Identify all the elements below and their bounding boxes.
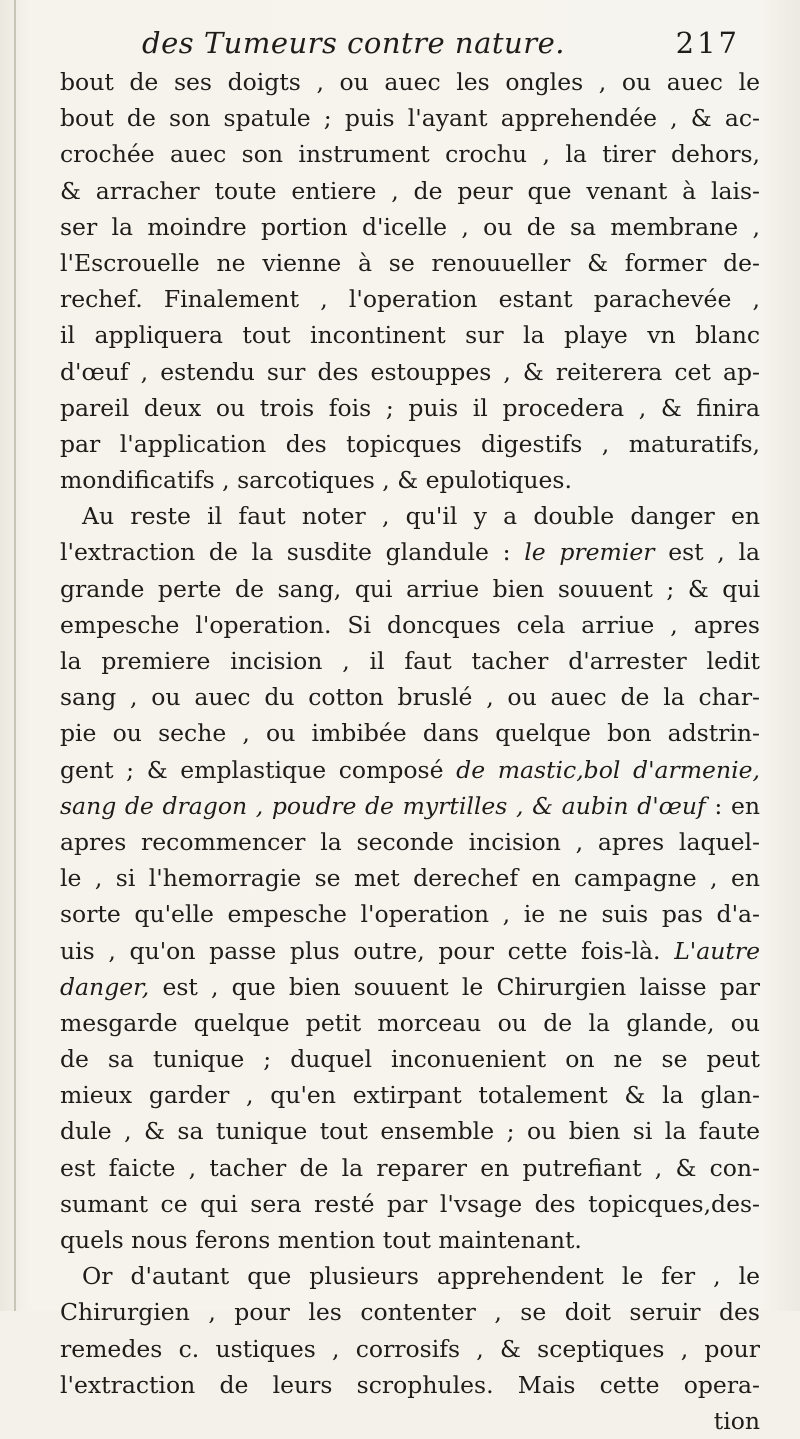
text-line: est faicte , tacher de la reparer en putrefiant , & con- [60,1153,760,1182]
text-line: crochée auec son instrument crochu , la tirer dehors, [60,140,760,169]
text-line: le , si l'hemorragie se met derechef en campagne , en [60,864,760,893]
text-line: sorte qu'elle empesche l'operation , ie ne suis pas d'a- [60,900,760,929]
text-line: mieux garder , qu'en extirpant totalement & la glan- [60,1081,760,1110]
italic-phrase: de mastic,bol d'armenie, [456,755,760,784]
page-edge-shadow [14,0,16,1311]
text-line: il appliquera tout incontinent sur la playe vn blanc [60,321,760,350]
italic-phrase: danger, [60,972,150,1001]
text-line: & arracher toute entiere , de peur que venant à lais- [60,176,760,205]
text-line: ser la moindre portion d'icelle , ou de sa membrane , [60,212,760,241]
text-line: d'œuf , estendu sur des estouppes , & reiterera cet ap- [60,357,760,386]
body-text [60,64,760,1439]
text-line: de sa tunique ; duquel inconuenient on ne se peut [60,1045,760,1074]
text-line: mesgarde quelque petit morceau ou de la glande, ou [60,1008,760,1037]
text-line: empesche l'operation. Si doncques cela arriue , apres [60,610,760,639]
text-line: Chirurgien , pour les contenter , se doit seruir des [60,1298,760,1327]
text-line: tion [713,1406,760,1435]
italic-phrase: le premier [524,538,655,567]
text-line: l'extraction de leurs scrophules. Mais cette opera- [60,1370,760,1399]
text-line: sang , ou auec du cotton bruslé , ou auec de la char- [60,683,760,712]
page-header [120,26,740,66]
text-line: uis , qu'on passe plus outre, pour cette fois-là. L'autre [60,936,760,965]
text-line: dule , & sa tunique tout ensemble ; ou bien si la faute [60,1117,760,1146]
text-line: sumant ce qui sera resté par l'vsage des topicques,des- [60,1189,760,1218]
text-line: quels nous ferons mention tout maintenant. [60,1226,582,1254]
text-line: l'Escrouelle ne vienne à se renouueller & former de- [60,248,760,277]
text-line: danger, est , que bien souuent le Chirurgien laisse par [60,972,760,1001]
text-line: pie ou seche , ou imbibée dans quelque bon adstrin- [60,719,760,748]
text-line: apres recommencer la seconde incision , apres laquel- [60,827,760,856]
text-line: Au reste il faut noter , qu'il y a double danger en [82,502,760,531]
text-line: l'extraction de la susdite glandule : le premier est , la [60,538,760,567]
running-title: des Tumeurs contre nature. [142,26,565,60]
page-number: 217 [675,26,740,60]
text-line: bout de ses doigts , ou auec les ongles , ou auec le [60,68,760,96]
text-line: bout de son spatule ; puis l'ayant apprehendée , & ac- [60,104,760,133]
text-line: pareil deux ou trois fois ; puis il procedera , & finira [60,393,760,422]
text-line: mondificatifs , sarcotiques , & epulotiques. [60,466,572,495]
text-line: gent ; & emplastique composé de mastic,bol d'armenie, [60,755,760,784]
text-line: Or d'autant que plusieurs apprehendent le fer , le [82,1262,760,1291]
text-line: sang de dragon , poudre de myrtilles , & aubin d'œuf : en [60,791,760,820]
italic-phrase: L'autre [674,936,760,965]
text-line: remedes c. ustiques , corrosifs , & sceptiques , pour [60,1334,760,1363]
text-line: par l'application des topicques digestifs , maturatifs, [60,429,760,458]
text-line: rechef. Finalement , l'operation estant parachevée , [60,285,760,314]
italic-phrase: sang de dragon , poudre de myrtilles , & aubin d'œuf [60,791,706,820]
text-line: la premiere incision , il faut tacher d'arrester ledit [60,647,760,675]
text-line: grande perte de sang, qui arriue bien souuent ; & qui [60,574,760,603]
